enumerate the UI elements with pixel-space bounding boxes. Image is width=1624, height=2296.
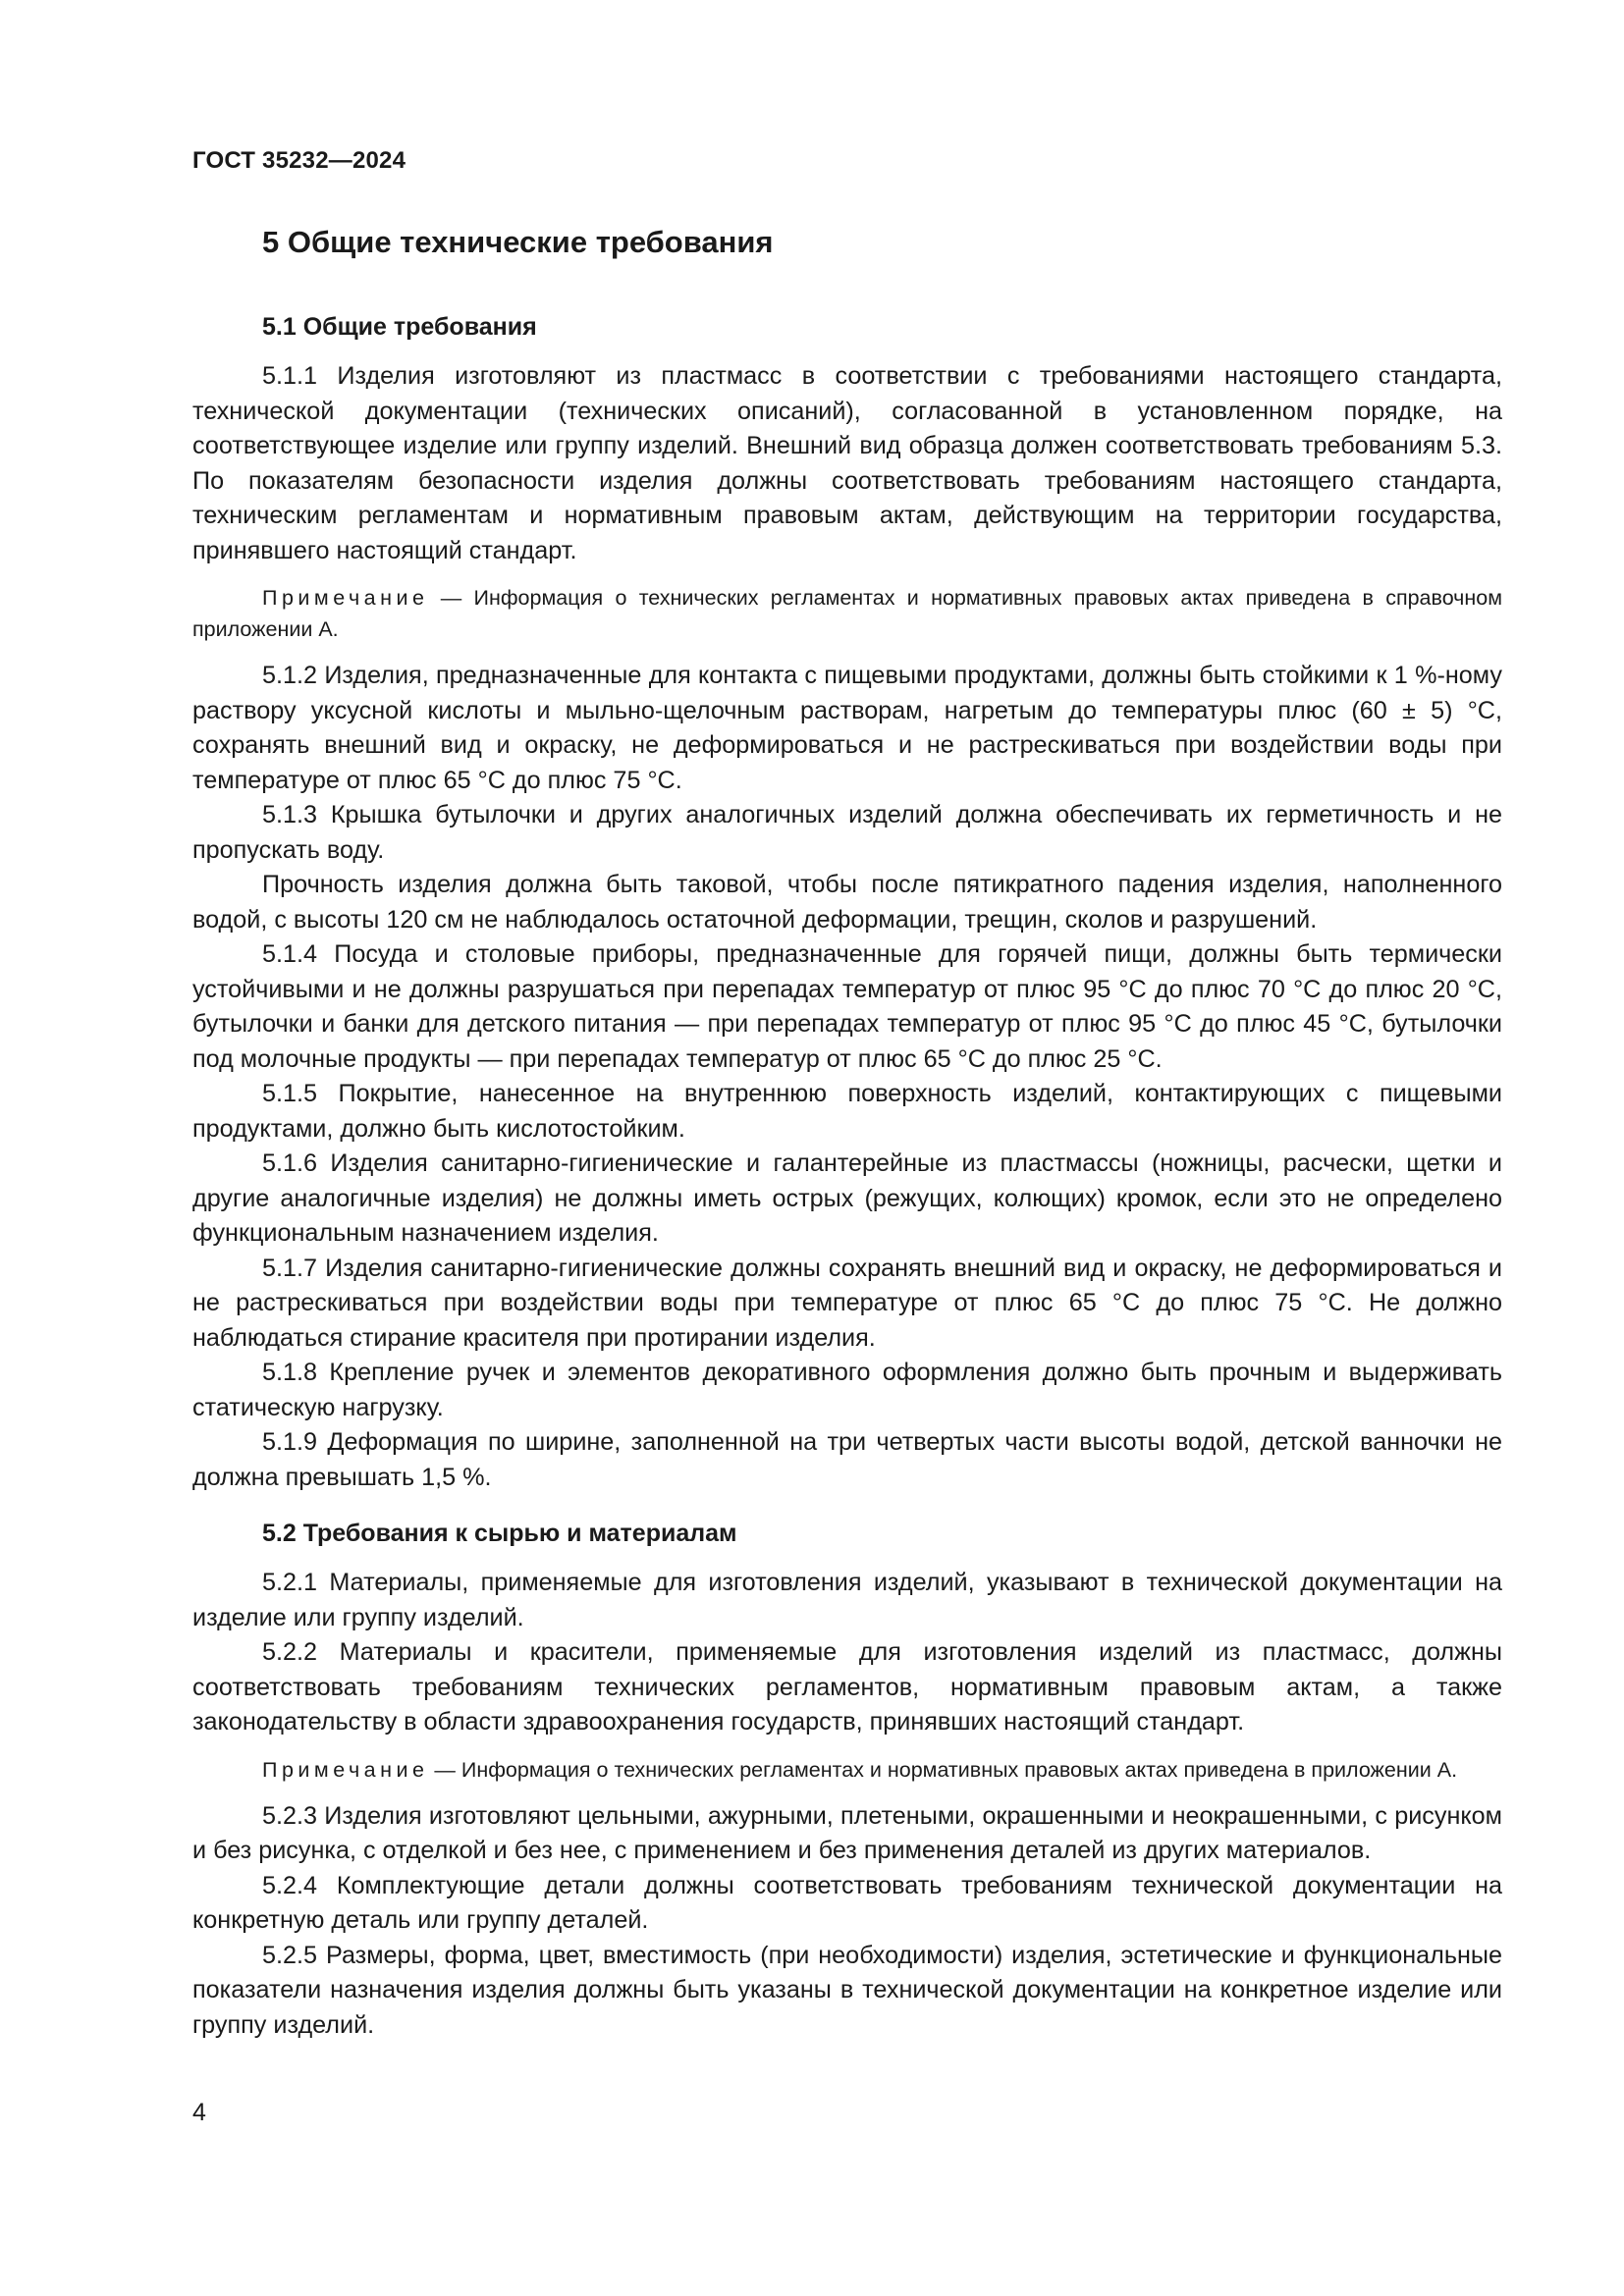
page-number: 4 (192, 2099, 206, 2126)
paragraph-5-1-9: 5.1.9 Деформация по ширине, заполненной на три четвертых части высоты водой, детской ванночки не должна превышать 1,5 %. (192, 1428, 1502, 1491)
paragraph-5-2-1: 5.2.1 Материалы, применяемые для изготовления изделий, указывают в технической документации на изделие или группу изделий. (192, 1569, 1502, 1631)
paragraph-5-2-4: 5.2.4 Комплектующие детали должны соответствовать требованиям технической документации на конкретную деталь или группу деталей. (192, 1871, 1502, 1934)
paragraph-5-1-8: 5.1.8 Крепление ручек и элементов декоративного оформления должно быть прочным и выдерживать статическую нагрузку. (192, 1359, 1502, 1421)
document-header: ГОСТ 35232—2024 (192, 147, 406, 174)
note-text: — Информация о технических регламентах и нормативных правовых актах приведена в справочном приложении А. (192, 586, 1502, 641)
subsection-title: 5.1 Общие требования (262, 313, 537, 341)
paragraph-5-1-3-cont: Прочность изделия должна быть таковой, чтобы после пятикратного падения изделия, наполненного водой, с высоты 120 см не наблюдалось остаточной деформации, трещин, сколов и разрушений. (192, 871, 1502, 934)
paragraph-5-1-4: 5.1.4 Посуда и столовые приборы, предназначенные для горячей пищи, должны быть термически устойчивыми и не должны разрушаться при перепадах температур от плюс 95 °С до плюс 70 °С до плюс 20 °С, бутылочки и банки для детского питания — при перепадах температур от плюс 95 °С до плюс 45 °С, бутылочки под молочные продукты — при перепадах температур от плюс 65 °С до плюс 25 °С. (192, 940, 1502, 1073)
note-block (192, 582, 1502, 645)
paragraph-5-1-1: 5.1.1 Изделия изготовляют из пластмасс в соответствии с требованиями настоящего стандарта, технической документации (технических описаний), согласованной в установленном порядке, на соответствующее изделие или группу изделий. Внешний вид образца должен соответствовать требованиям 5.3. По показателям безопасности изделия должны соответствовать требованиям настоящего стандарта, техническим регламентам и нормативным правовым актам, действующим на территории государства, принявшего настоящий стандарт. (192, 362, 1502, 564)
paragraph-5-2-3: 5.2.3 Изделия изготовляют цельными, ажурными, плетеными, окрашенными и неокрашенными, с рисунком и без рисунка, с отделкой и без нее, с применением и без применения деталей из других материалов. (192, 1801, 1502, 1864)
document-body (192, 220, 1502, 2043)
note-block (192, 1754, 1502, 1786)
paragraph-5-1-7: 5.1.7 Изделия санитарно-гигиенические должны сохранять внешний вид и окраску, не деформироваться и не растрескиваться при воздействии воды при температуре от плюс 65 °С до плюс 75 °С. Не должно наблюдаться стирание красителя при протирании изделия. (192, 1254, 1502, 1352)
paragraph-5-1-2: 5.1.2 Изделия, предназначенные для контакта с пищевыми продуктами, должны быть стойкими к 1 %-ному раствору уксусной кислоты и мыльно-щелочным растворам, нагретым до температуры плюс (60 ± 5) °С, сохранять внешний вид и окраску, не деформироваться и не растрескиваться при воздействии воды при температуре от плюс 65 °С до плюс 75 °С. (192, 662, 1502, 794)
note-text: — Информация о технических регламентах и нормативных правовых актах приведена в приложении А. (428, 1757, 1458, 1782)
note-label: Примечание (262, 1757, 429, 1782)
subsection-title: 5.2 Требования к сырью и материалам (262, 1520, 737, 1547)
paragraph-5-2-2: 5.2.2 Материалы и красители, применяемые для изготовления изделий из пластмасс, должны соответствовать требованиям технических регламентов, нормативным правовым актам, а также законодательству в области здравоохранения государств, принявших настоящий стандарт. (192, 1638, 1502, 1735)
paragraph-5-1-3: 5.1.3 Крышка бутылочки и других аналогичных изделий должна обеспечивать их герметичность и не пропускать воду. (192, 801, 1502, 864)
section-title: 5 Общие технические требования (262, 225, 774, 259)
paragraph-5-1-5: 5.1.5 Покрытие, нанесенное на внутреннюю поверхность изделий, контактирующих с пищевыми продуктами, должно быть кислотостойким. (192, 1080, 1502, 1143)
paragraph-5-2-5: 5.2.5 Размеры, форма, цвет, вместимость (при необходимости) изделия, эстетические и функциональные показатели назначения изделия должны быть указаны в технической документации на конкретное изделие или группу изделий. (192, 1941, 1502, 2039)
paragraph-5-1-6: 5.1.6 Изделия санитарно-гигиенические и галантерейные из пластмассы (ножницы, расчески, щетки и другие аналогичные изделия) не должны иметь острых (режущих, колющих) кромок, если это не определено функциональным назначением изделия. (192, 1149, 1502, 1247)
note-label: Примечание (262, 586, 429, 610)
